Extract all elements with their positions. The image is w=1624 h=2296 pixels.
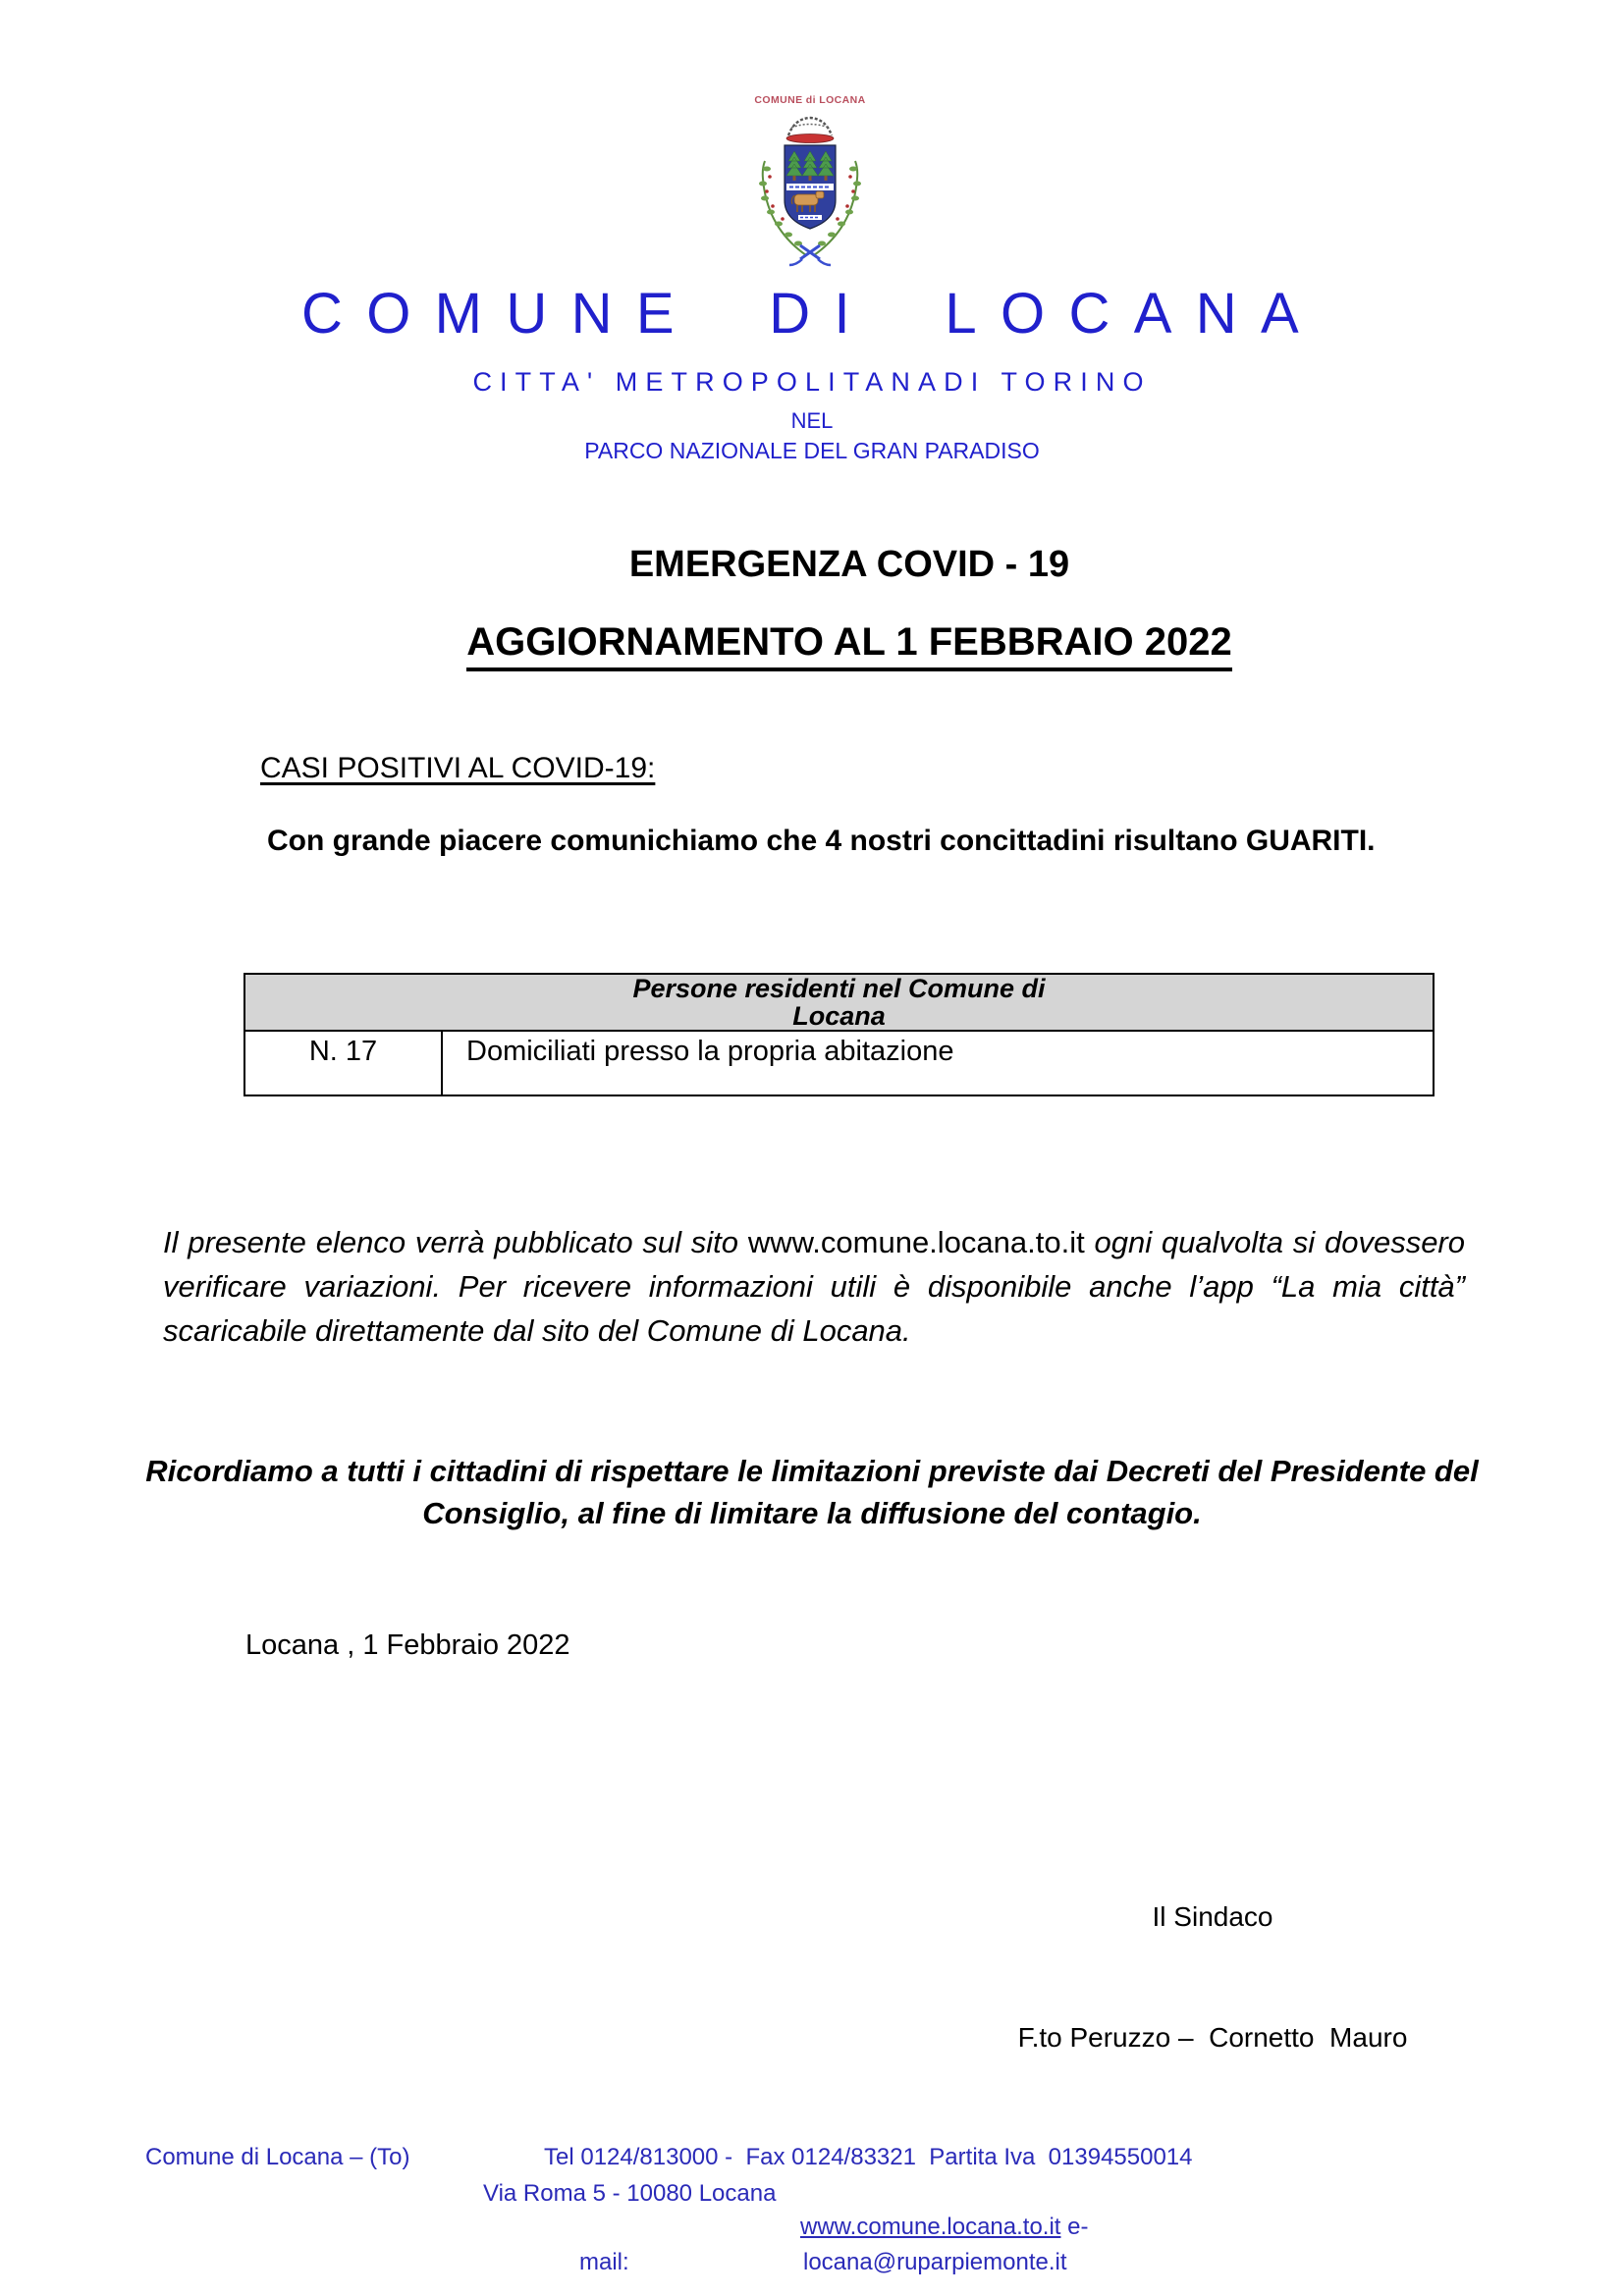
crest-ribbon-icon [789, 245, 831, 265]
letterhead-title: COMUNE DI LOCANA [300, 282, 1324, 346]
crest-caption: COMUNE di LOCANA [754, 94, 866, 106]
footer-website-suffix: e- [1060, 2214, 1089, 2240]
letterhead-line3: NEL [790, 408, 834, 433]
crest-crown-icon [786, 118, 834, 143]
info-text-part2: ogni qualvolta si dovessero verificare variazioni. Per ricevere informazioni utili è disponibile anche l’app “La mia città” scaricabile direttamente dal sito del Comune di Locana. [163, 1225, 1465, 1348]
footer-contacts: Tel 0124/813000 - Fax 0124/83321 Partita Iva 01394550014 [544, 2144, 1193, 2170]
website-mention: www.comune.locana.to.it [747, 1225, 1085, 1259]
footer-municipality: Comune di Locana – (To) [145, 2144, 410, 2170]
letterhead-subtitle: CITTA' METROPOLITANADI TORINO [472, 367, 1152, 397]
crest-shield-icon [785, 145, 836, 229]
recovery-announcement: Con grande piacere comunichiamo che 4 nostri concittadini risultano GUARITI. [267, 825, 1376, 857]
emergency-heading: EMERGENZA COVID - 19 [628, 544, 1070, 585]
footer-email: locana@ruparpiemonte.it [803, 2249, 1067, 2275]
date-line: Locana , 1 Febbraio 2022 [245, 1629, 570, 1661]
footer-address: Via Roma 5 - 10080 Locana [483, 2180, 777, 2207]
reminder-paragraph: Ricordiamo a tutti i cittadini di rispettare le limitazioni previste dai Decreti del Presidente del Consiglio, al fine di limitare la diffusione del contagio. [145, 1454, 1479, 1530]
info-paragraph [163, 1220, 1465, 1353]
table-header-line2: Locana [792, 1001, 886, 1031]
signature-block [992, 1816, 1434, 2138]
table-row [244, 1031, 1434, 1095]
footer-website-link[interactable]: www.comune.locana.to.it [800, 2214, 1061, 2240]
crest-graphic [736, 90, 884, 271]
signature-role: Il Sindaco [1152, 1901, 1273, 1932]
letterhead-line4: PARCO NAZIONALE DEL GRAN PARADISO [584, 438, 1040, 463]
case-count-cell: N. 17 [244, 1031, 442, 1095]
footer-email-label: mail: [579, 2249, 629, 2275]
footer-website-line [800, 2214, 1088, 2241]
table-header-row [244, 974, 1434, 1031]
crest-trees-icon [786, 151, 834, 181]
info-text-part1: Il presente elenco verrà pubblicato sul sito [163, 1225, 748, 1259]
residents-table [244, 973, 1435, 1096]
signature-name: F.to Peruzzo – Cornetto Mauro [1017, 2022, 1408, 2053]
update-heading-text: AGGIORNAMENTO AL 1 FEBBRAIO 2022 [466, 620, 1231, 671]
table-header-line1: Persone residenti nel Comune di [632, 974, 1046, 1003]
case-description-cell: Domiciliati presso la propria abitazione [442, 1031, 1434, 1095]
update-heading [265, 620, 1434, 671]
positive-cases-label: CASI POSITIVI AL COVID-19: [260, 752, 656, 784]
municipal-crest [736, 90, 884, 271]
table-header-cell [244, 974, 1434, 1031]
